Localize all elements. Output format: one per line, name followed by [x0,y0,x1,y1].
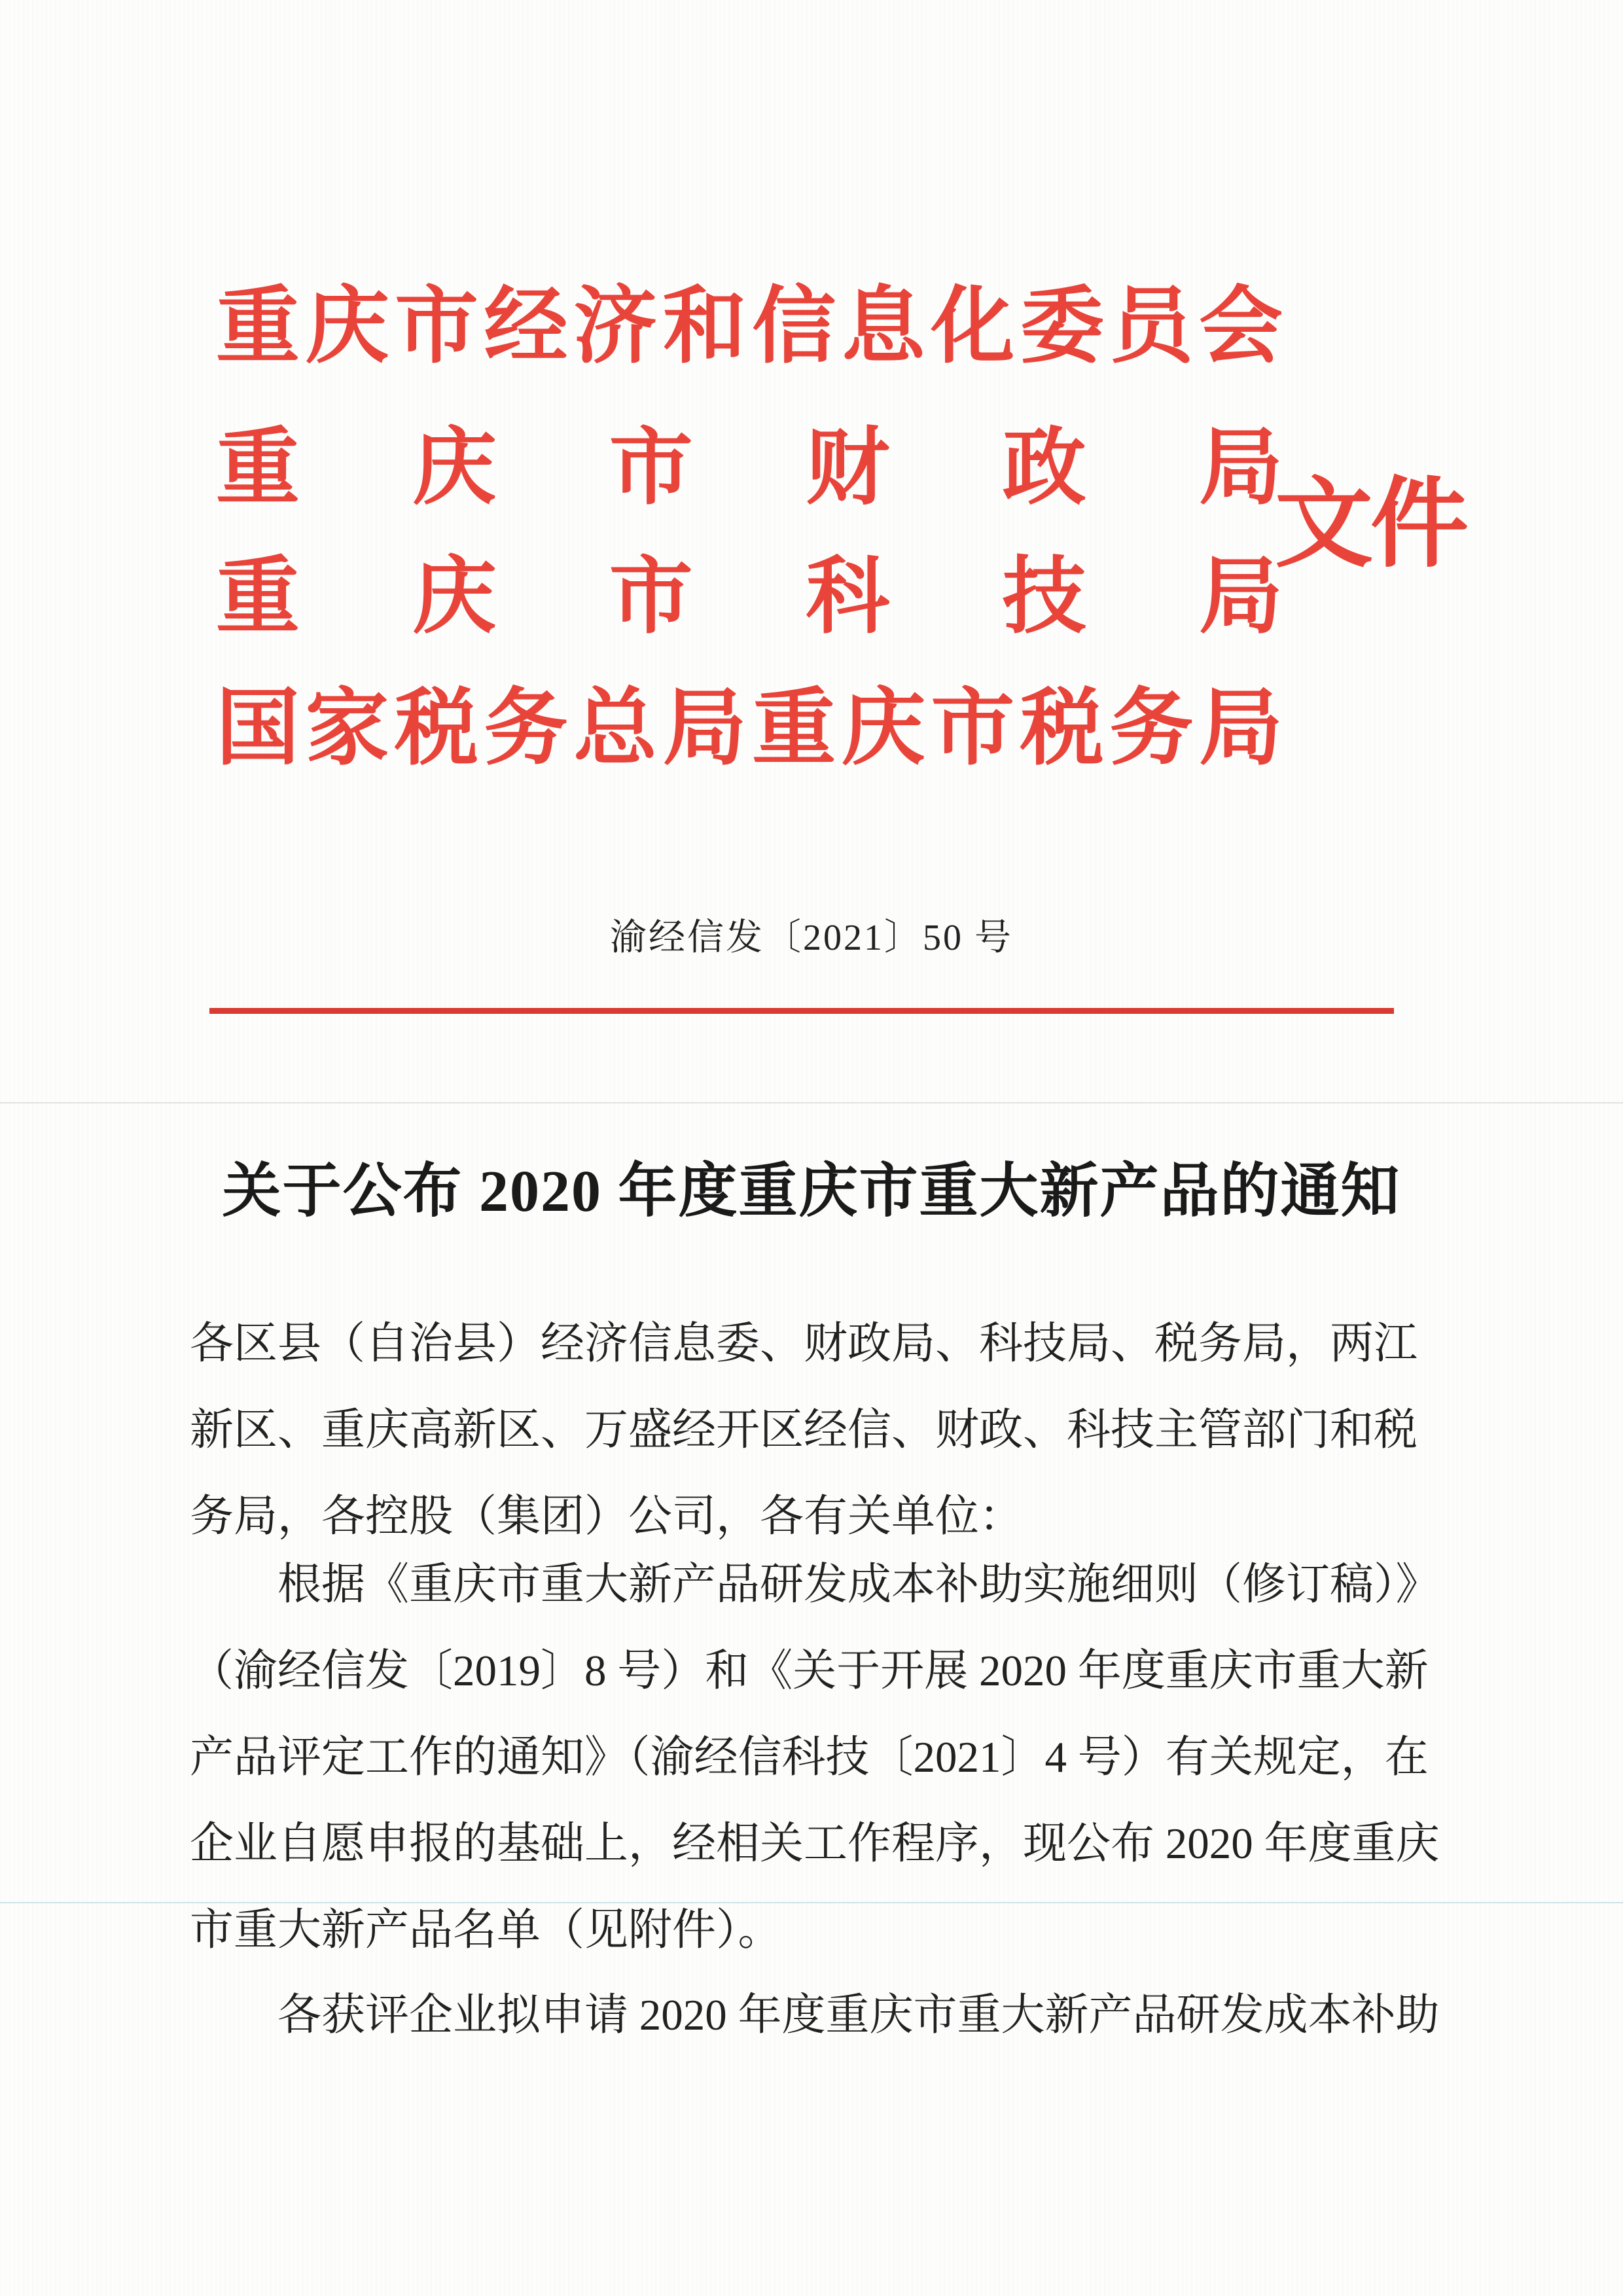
body-line: 市重大新产品名单（见附件）。 [190,1906,782,1954]
body-line: 新区、重庆高新区、万盛经开区经信、财政、科技主管部门和税 [190,1406,1418,1454]
scan-artifact-line [0,1902,1623,1903]
body-line: 产品评定工作的通知》（渝经信科技〔2021〕4 号）有关规定，在 [190,1733,1429,1782]
body-line: 根据《重庆市重大新产品研发成本补助实施细则（修订稿）》 [277,1560,1440,1609]
agency-name-line-1: 重庆市经济和信息化委员会 [216,280,1283,373]
red-divider-rule [209,1008,1394,1014]
reference-number: 渝经信发〔2021〕50 号 [610,918,1013,958]
document-title: 关于公布 2020 年度重庆市重大新产品的通知 [222,1159,1401,1224]
body-line: （渝经信发〔2019〕8 号）和《关于开展 2020 年度重庆市重大新 [190,1647,1429,1695]
agency-name-line-3: 重庆市科技局 [216,550,1283,643]
body-line: 务局，各控股（集团）公司，各有关单位： [190,1492,1023,1541]
document-type-label: 文件 [1275,471,1467,579]
body-line: 各获评企业拟申请 2020 年度重庆市重大新产品研发成本补助 [277,1991,1440,2039]
body-line: 各区县（自治县）经济信息委、财政局、科技局、税务局，两江 [190,1319,1418,1368]
body-line: 企业自愿申报的基础上，经相关工作程序，现公布 2020 年度重庆 [190,1820,1440,1868]
agency-name-line-4: 国家税务总局重庆市税务局 [216,682,1283,775]
agency-name-line-2: 重庆市财政局 [216,422,1283,514]
scan-artifact-line [0,1102,1623,1103]
